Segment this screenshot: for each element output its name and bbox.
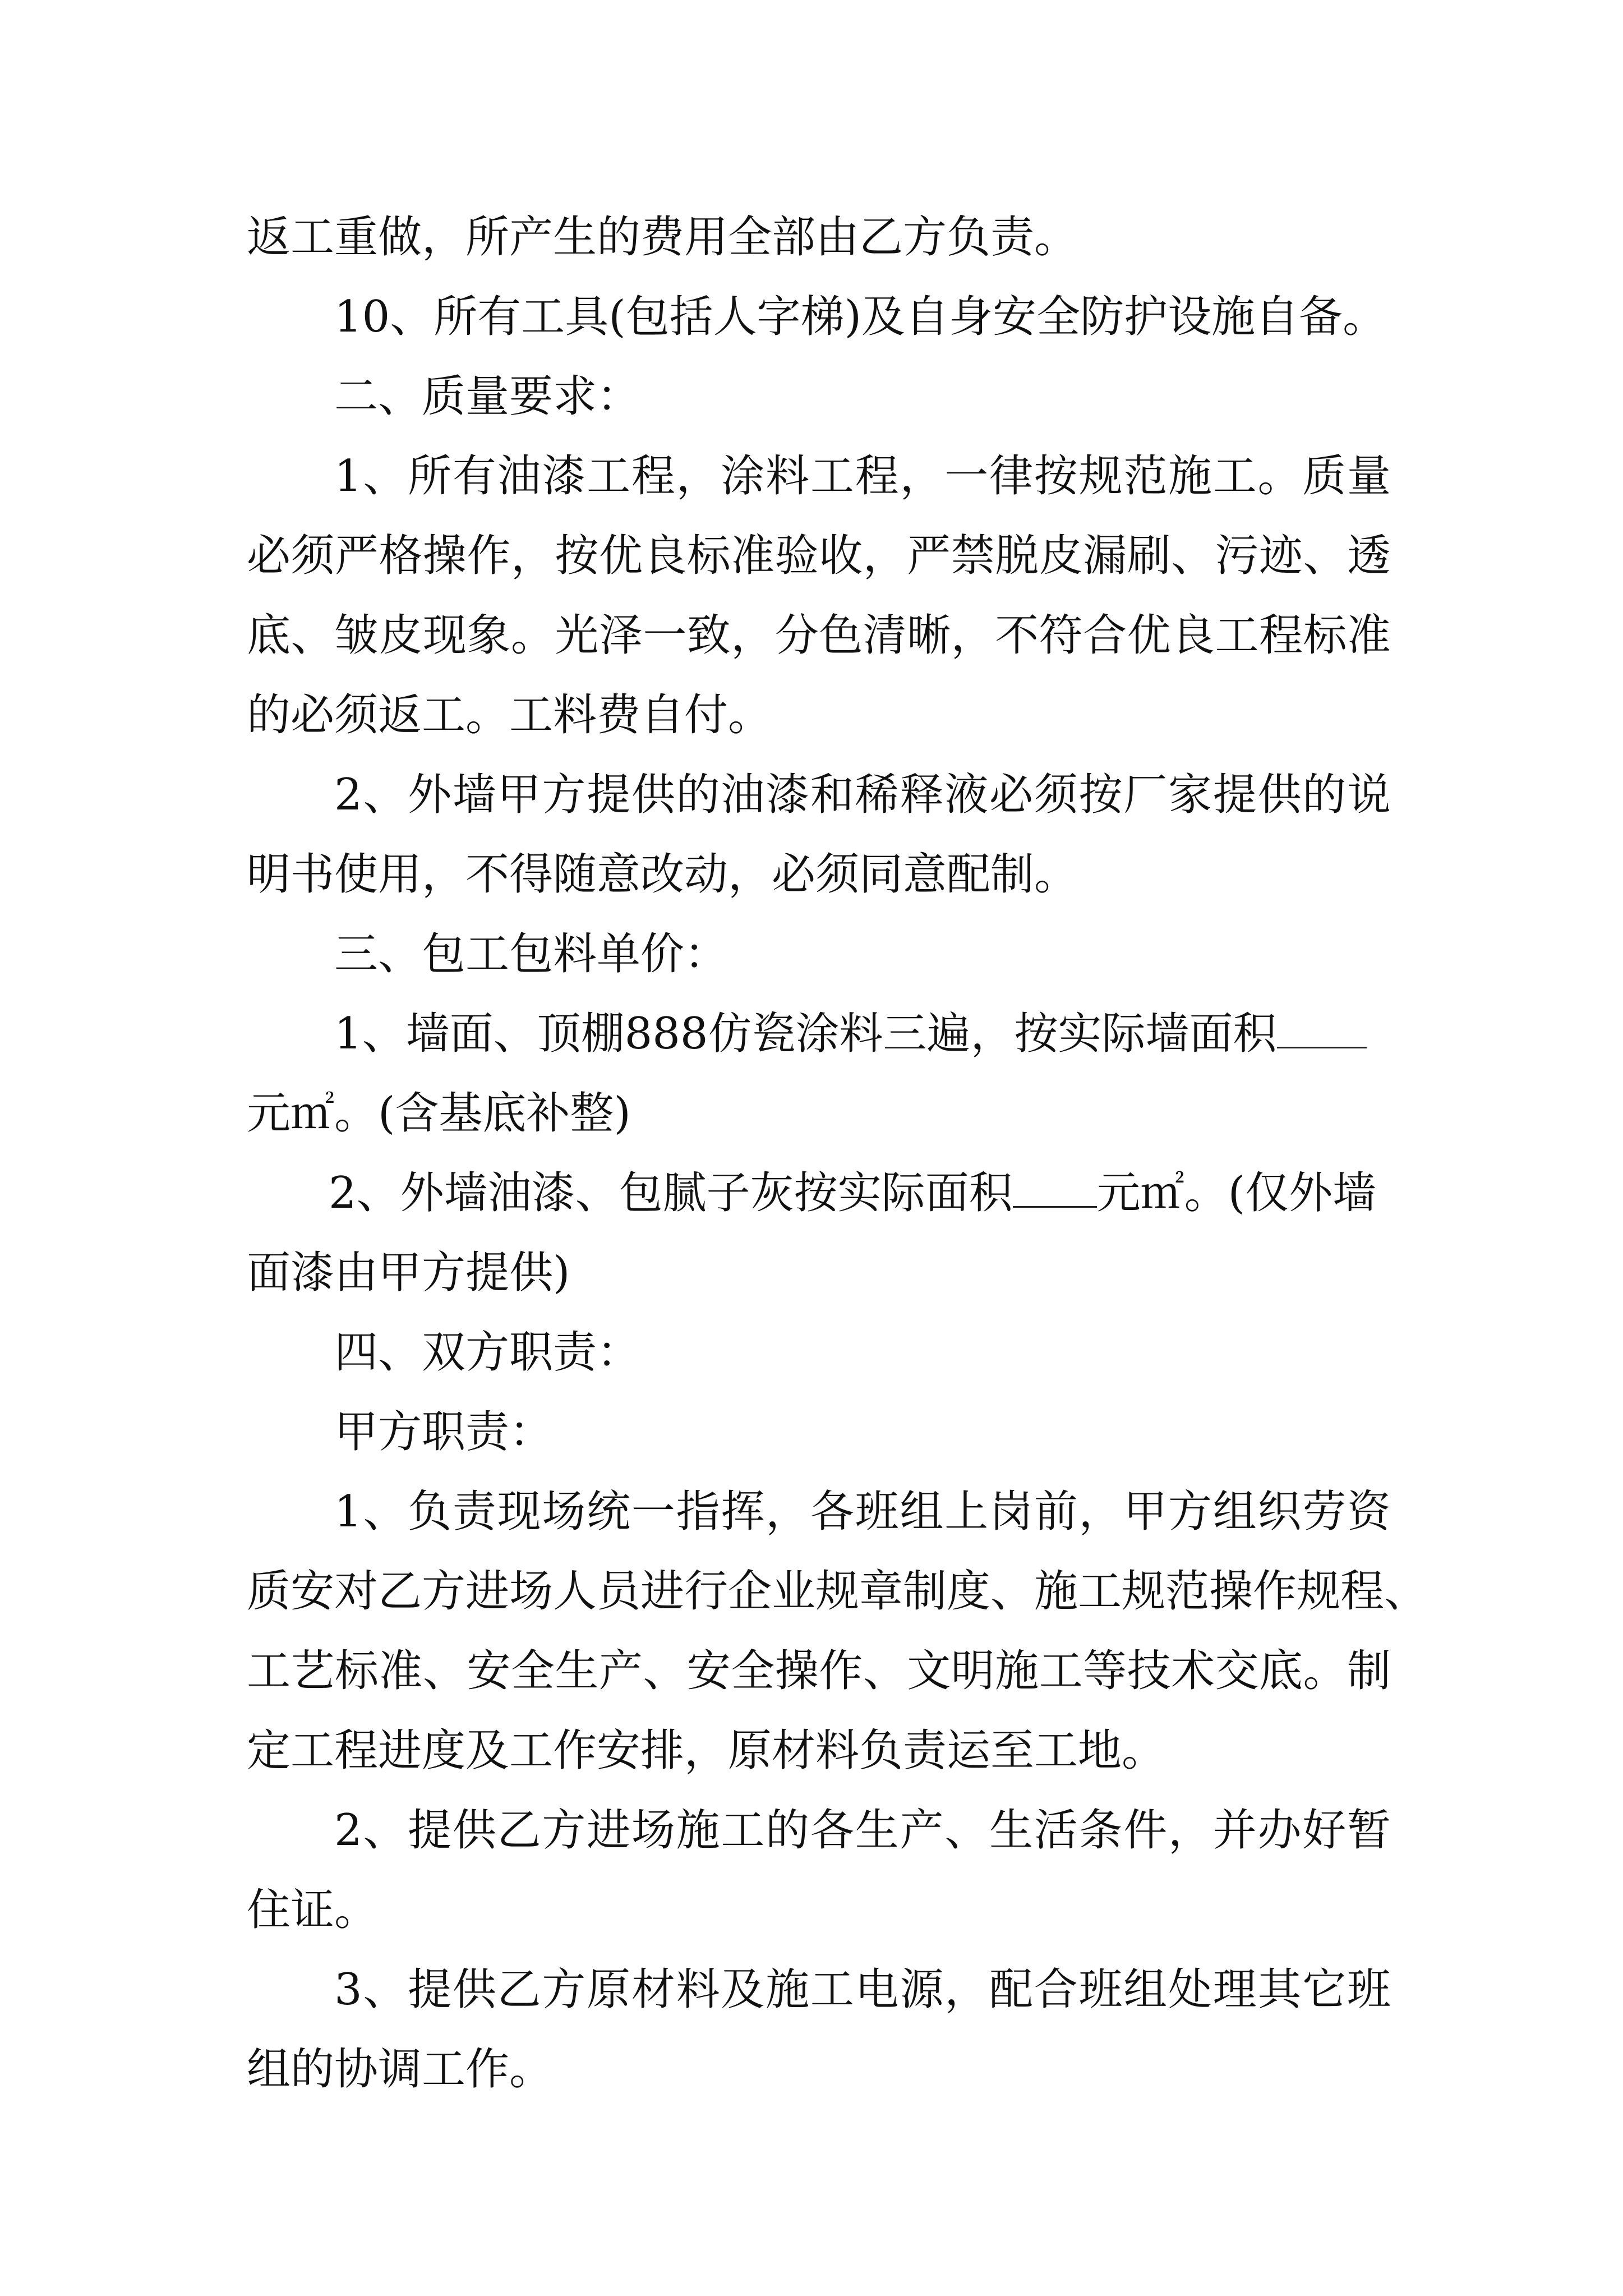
text-line: 的必须返工。工料费自付。 [247, 690, 772, 740]
text-segment: 2、外墙油漆、包腻子灰按实际面积 [329, 1168, 1013, 1218]
text-line: 1、所有油漆工程，涂料工程，一律按规范施工。质量 [334, 451, 1391, 501]
text-segment: 元㎡。(仅外墙 [1096, 1168, 1377, 1218]
text-line: 组的协调工作。 [247, 2044, 554, 2095]
section-heading: 甲方职责： [334, 1407, 554, 1457]
text-line: 3、提供乙方原材料及施工电源，配合班组处理其它班 [334, 1964, 1391, 2015]
text-line: 2、外墙甲方提供的油漆和稀释液必须按厂家提供的说 [334, 770, 1391, 820]
text-line: 10、所有工具(包括人字梯)及自身安全防护设施自备。 [334, 292, 1387, 342]
text-line: 1、负责现场统一指挥，各班组上岗前，甲方组织劳资 [334, 1487, 1391, 1537]
section-heading: 四、双方职责： [334, 1327, 641, 1378]
text-line: 面漆由甲方提供) [247, 1248, 570, 1298]
text-line: 2、提供乙方进场施工的各生产、生活条件，并办好暂 [334, 1805, 1391, 1856]
text-line-with-blank [334, 1003, 1391, 1065]
fill-blank [1013, 1171, 1097, 1208]
text-line: 底、皱皮现象。光泽一致，分色清晰，不符合优良工程标准 [247, 610, 1391, 661]
text-line: 质安对乙方进场人员进行企业规章制度、施工规范操作规程、 [247, 1566, 1428, 1617]
text-line: 工艺标准、安全生产、安全操作、文明施工等技术交底。制 [247, 1646, 1391, 1696]
text-line: 住证。 [247, 1885, 379, 1935]
text-line-with-blank [329, 1162, 1473, 1224]
text-line: 定工程进度及工作安排，原材料负责运至工地。 [247, 1726, 1166, 1776]
text-line: 明书使用，不得随意改动，必须同意配制。 [247, 849, 1078, 900]
text-line: 必须严格操作，按优良标准验收，严禁脱皮漏刷、污迹、透 [247, 531, 1391, 581]
fill-blank [1277, 1012, 1367, 1048]
section-heading: 三、包工包料单价： [334, 929, 728, 979]
section-heading: 二、质量要求： [334, 371, 641, 422]
text-line: 元㎡。(含基底补整) [247, 1088, 631, 1139]
text-line: 返工重做，所产生的费用全部由乙方负责。 [247, 212, 1078, 263]
text-segment: 1、墙面、顶棚888仿瓷涂料三遍，按实际墙面积 [334, 1009, 1277, 1059]
